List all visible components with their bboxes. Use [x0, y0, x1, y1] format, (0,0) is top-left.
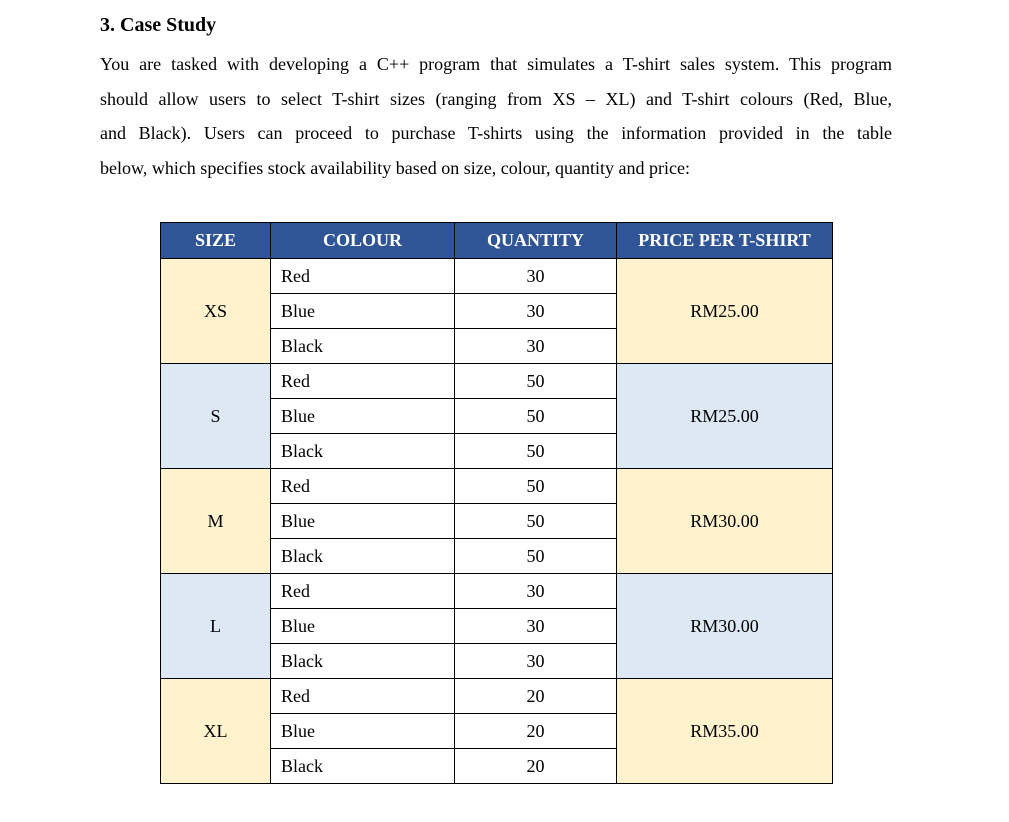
quantity-cell: 20 [455, 679, 617, 714]
colour-cell: Black [271, 644, 455, 679]
quantity-cell: 20 [455, 714, 617, 749]
header-colour: COLOUR [271, 223, 455, 259]
case-study-paragraph [100, 47, 892, 186]
header-size: SIZE [161, 223, 271, 259]
paragraph-line: You are tasked with developing a C++ program that simulates a T-shirt sales system. This program [100, 54, 892, 74]
paragraph-line: should allow users to select T-shirt sizes (ranging from XS – XL) and T-shirt colours (Red, Blue, [100, 88, 892, 109]
colour-cell: Red [271, 574, 455, 609]
price-cell: RM30.00 [617, 469, 833, 574]
quantity-cell: 30 [455, 329, 617, 364]
quantity-cell: 50 [455, 364, 617, 399]
stock-table-body [161, 259, 833, 784]
price-cell: RM35.00 [617, 679, 833, 784]
table-row [161, 259, 833, 294]
section-heading: 3. Case Study [100, 14, 217, 36]
size-cell: M [161, 469, 271, 574]
colour-cell: Red [271, 679, 455, 714]
size-cell: XS [161, 259, 271, 364]
quantity-cell: 30 [455, 294, 617, 329]
header-price: PRICE PER T-SHIRT [617, 223, 833, 259]
table-row [161, 469, 833, 504]
colour-cell: Blue [271, 504, 455, 539]
stock-table [160, 222, 833, 784]
price-cell: RM30.00 [617, 574, 833, 679]
quantity-cell: 20 [455, 749, 617, 784]
colour-cell: Red [271, 469, 455, 504]
colour-cell: Black [271, 539, 455, 574]
colour-cell: Black [271, 434, 455, 469]
size-cell: L [161, 574, 271, 679]
colour-cell: Blue [271, 294, 455, 329]
size-cell: XL [161, 679, 271, 784]
quantity-cell: 50 [455, 434, 617, 469]
quantity-cell: 30 [455, 574, 617, 609]
colour-cell: Blue [271, 609, 455, 644]
table-row [161, 679, 833, 714]
quantity-cell: 30 [455, 644, 617, 679]
quantity-cell: 50 [455, 504, 617, 539]
colour-cell: Blue [271, 399, 455, 434]
colour-cell: Red [271, 364, 455, 399]
quantity-cell: 50 [455, 399, 617, 434]
table-row [161, 364, 833, 399]
table-header-row [161, 223, 833, 259]
price-cell: RM25.00 [617, 364, 833, 469]
colour-cell: Blue [271, 714, 455, 749]
paragraph-line: below, which specifies stock availability based on size, colour, quantity and price: [100, 158, 690, 179]
price-cell: RM25.00 [617, 259, 833, 364]
quantity-cell: 50 [455, 469, 617, 504]
size-cell: S [161, 364, 271, 469]
colour-cell: Black [271, 749, 455, 784]
table-row [161, 574, 833, 609]
colour-cell: Black [271, 329, 455, 364]
quantity-cell: 50 [455, 539, 617, 574]
paragraph-line: and Black). Users can proceed to purchase T-shirts using the information provided in the table [100, 123, 892, 144]
quantity-cell: 30 [455, 259, 617, 294]
colour-cell: Red [271, 259, 455, 294]
quantity-cell: 30 [455, 609, 617, 644]
header-quantity: QUANTITY [455, 223, 617, 259]
